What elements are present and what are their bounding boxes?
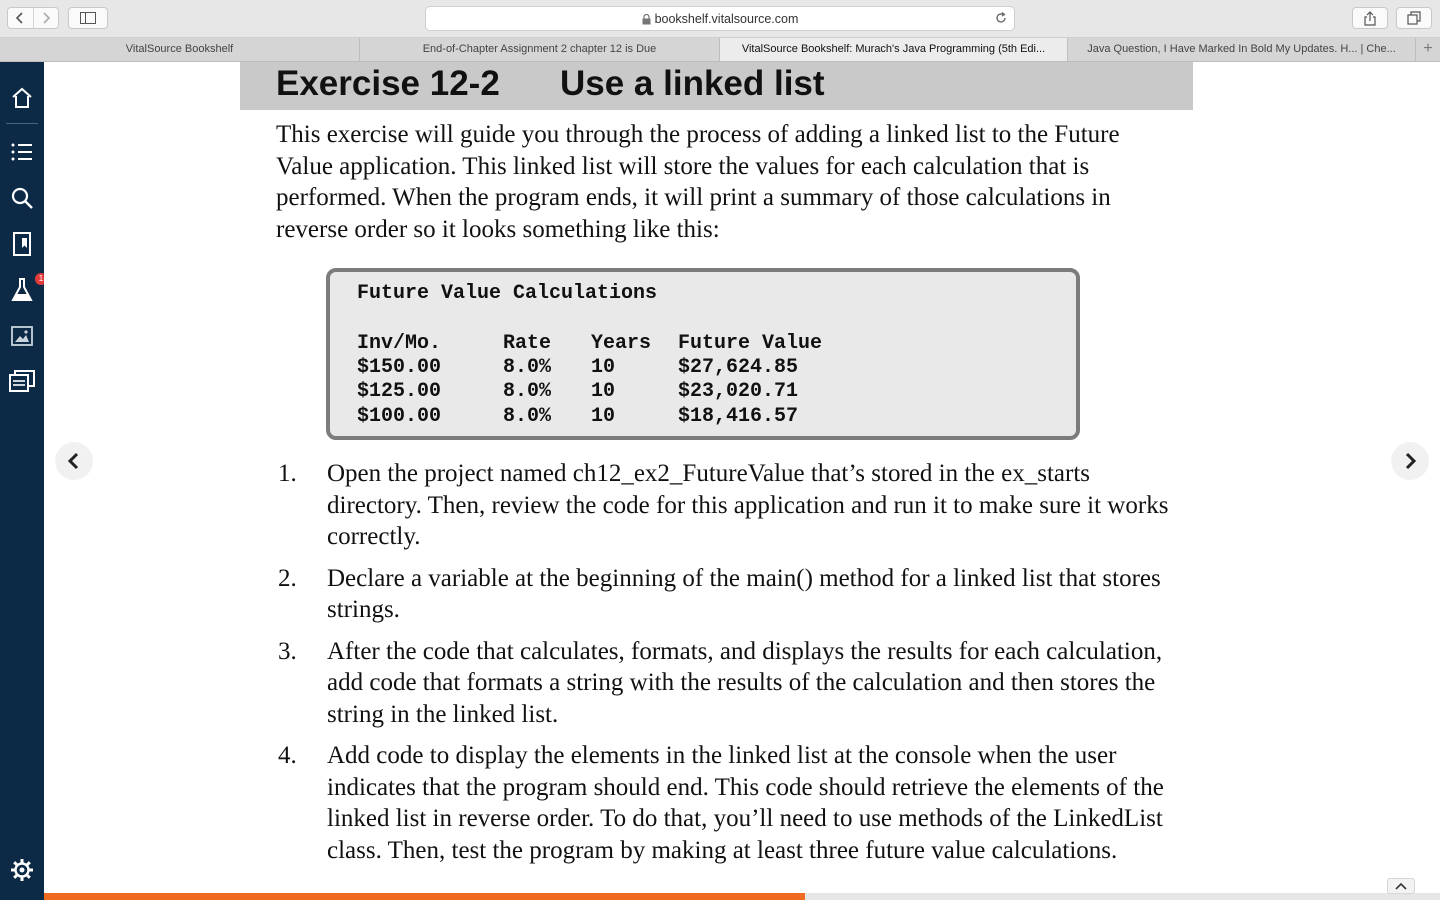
console-output-example	[326, 268, 1080, 440]
cell-years: 10	[591, 356, 616, 379]
step-item	[276, 563, 1176, 626]
step-item	[276, 740, 1176, 866]
figures-button[interactable]	[8, 322, 36, 350]
previous-page-button[interactable]	[55, 442, 93, 480]
notification-badge: 1	[35, 273, 47, 285]
cell-years: 10	[591, 405, 616, 428]
share-button[interactable]	[1352, 7, 1388, 29]
reload-icon[interactable]	[994, 11, 1008, 25]
new-tab-button[interactable]: +	[1423, 40, 1433, 57]
header-rate: Rate	[503, 332, 552, 355]
table-of-contents-button[interactable]	[8, 138, 36, 166]
chevron-right-icon	[1403, 452, 1417, 470]
tab-vitalsource-bookshelf[interactable]: VitalSource Bookshelf	[0, 38, 360, 61]
notes-icon	[9, 370, 35, 394]
step-number: 4.	[278, 742, 297, 769]
console-output-title: Future Value Calculations	[357, 282, 658, 305]
cell-inv-mo: $100.00	[357, 405, 442, 428]
cell-future-value: $23,020.71	[678, 380, 799, 403]
search-button[interactable]	[8, 184, 36, 212]
settings-button[interactable]	[8, 856, 36, 884]
exercise-number: Exercise 12-2	[276, 64, 500, 103]
cell-inv-mo: $125.00	[357, 380, 442, 403]
cell-rate: 8.0%	[503, 380, 552, 403]
chevron-left-icon	[15, 11, 25, 25]
show-tabs-button[interactable]	[1396, 7, 1432, 29]
scroll-to-top-button[interactable]	[1387, 878, 1415, 894]
exercise-header	[240, 62, 1193, 110]
cell-inv-mo: $150.00	[357, 356, 442, 379]
home-icon	[10, 86, 34, 110]
header-future-value: Future Value	[678, 332, 823, 355]
cell-years: 10	[591, 380, 616, 403]
browser-toolbar	[0, 0, 1440, 38]
reading-progress-fill	[44, 893, 805, 900]
step-text: Declare a variable at the beginning of the main() method for a linked list that stores strings.	[327, 564, 1161, 623]
cell-rate: 8.0%	[503, 356, 552, 379]
chevron-up-icon	[1395, 882, 1407, 890]
image-gallery-icon	[10, 325, 34, 347]
step-item	[276, 458, 1176, 553]
tab-murach-java[interactable]: VitalSource Bookshelf: Murach's Java Programming (5th Edi...	[720, 38, 1068, 61]
step-number: 2.	[278, 564, 297, 592]
reading-progress-bar[interactable]	[44, 893, 1440, 900]
tabs-overview-icon	[1407, 11, 1421, 25]
header-years: Years	[591, 332, 652, 355]
cell-future-value: $18,416.57	[678, 405, 799, 428]
step-number: 3.	[278, 637, 297, 665]
exercise-intro: This exercise will guide you through the process of adding a linked list to the Future Value application. This linked list will store the values for each calculation that is performed. When the program ends, it will print a summary of those calculations in reverse order so it looks something like this:	[276, 121, 1120, 243]
flask-icon	[11, 278, 33, 302]
cell-future-value: $27,624.85	[678, 356, 799, 379]
url-display	[426, 12, 1014, 26]
step-text: Open the project named ch12_ex2_FutureValue that’s stored in the ex_starts directory. Then, review the code for this application and run it to make sure it works correctly.	[327, 460, 1169, 550]
address-bar[interactable]	[425, 6, 1015, 31]
bookmarks-button[interactable]	[8, 230, 36, 258]
tab-java-question[interactable]: Java Question, I Have Marked In Bold My Updates. H... | Che...	[1068, 38, 1416, 61]
flashcards-button[interactable]	[8, 274, 44, 304]
sidebar-icon	[80, 12, 96, 24]
notes-button[interactable]	[8, 368, 36, 396]
reader-sidebar	[0, 62, 44, 900]
sidebar-toggle-button[interactable]	[68, 7, 108, 29]
exercise-title: Use a linked list	[560, 64, 825, 103]
table-of-contents-icon	[10, 141, 34, 163]
lock-icon	[642, 14, 651, 25]
settings-icon	[10, 858, 34, 882]
header-inv-mo: Inv/Mo.	[357, 332, 442, 355]
step-number: 1.	[278, 460, 297, 487]
cell-rate: 8.0%	[503, 405, 552, 428]
step-item	[276, 636, 1176, 731]
step-text: After the code that calculates, formats, and displays the results for each calculation, add code that formats a string with the results of the calculation and then stores the string in the linked list.	[327, 637, 1163, 728]
forward-button[interactable]	[33, 8, 59, 28]
search-icon	[10, 186, 34, 210]
step-text: Add code to display the elements in the linked list at the console when the user indicates that the program should end. This code should retrieve the elements of the linked list in reverse order. To do that, you’ll need to use methods of the LinkedList class. Then, test the program by making at least three future value calculations.	[327, 742, 1164, 864]
next-page-button[interactable]	[1391, 442, 1429, 480]
tab-assignment[interactable]: End-of-Chapter Assignment 2 chapter 12 is Due	[360, 38, 720, 61]
exercise-steps	[276, 458, 1176, 876]
share-icon	[1363, 11, 1377, 26]
sidebar-divider	[6, 123, 38, 124]
bookmark-icon	[12, 232, 32, 256]
chevron-left-icon	[67, 452, 81, 470]
back-button[interactable]	[8, 8, 33, 28]
chevron-right-icon	[41, 11, 51, 25]
tab-bar	[0, 38, 1440, 62]
nav-buttons	[7, 7, 59, 29]
home-button[interactable]	[8, 84, 36, 112]
book-page	[44, 62, 1440, 900]
url-text: bookshelf.vitalsource.com	[654, 12, 799, 26]
